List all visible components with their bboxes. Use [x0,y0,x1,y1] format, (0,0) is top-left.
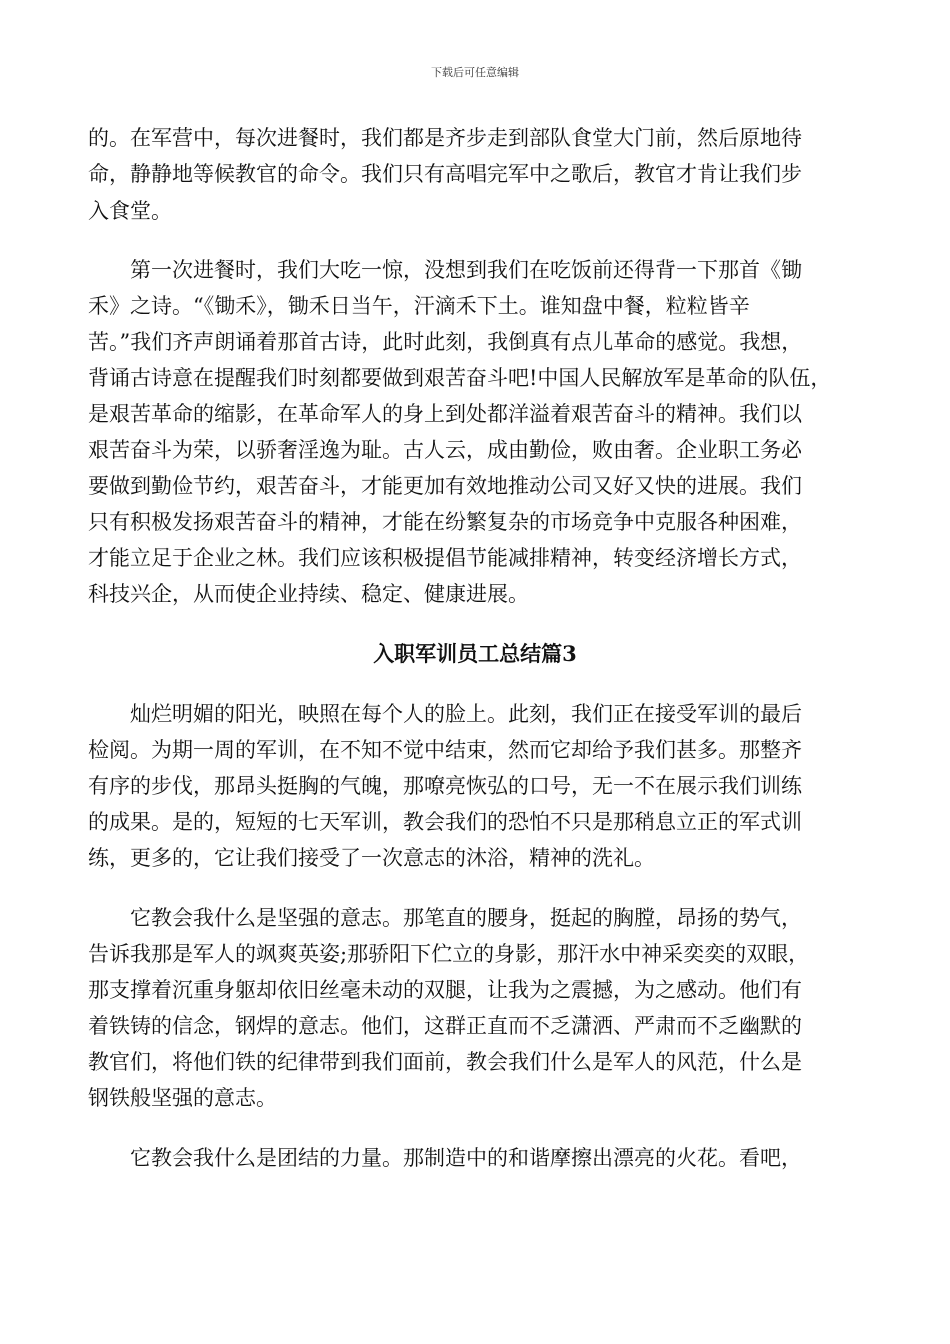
text-line: 那支撑着沉重身躯却依旧丝毫未动的双腿，让我为之震撼，为之感动。他们有 [88,978,802,1002]
text-line: 它教会我什么是坚强的意志。那笔直的腰身，挺起的胸膛，昂扬的势气， [88,906,802,930]
text-line: 它教会我什么是团结的力量。那制造中的和谐摩擦出漂亮的火花。看吧， [88,1146,802,1170]
text-line: 的。在军营中，每次进餐时，我们都是齐步走到部队食堂大门前，然后原地待 [88,126,802,150]
text-line: 钢铁般坚强的意志。 [88,1086,277,1110]
text-line: 第一次进餐时，我们大吃一惊，没想到我们在吃饭前还得背一下那首《锄 [88,258,802,282]
text-line: 要做到勤俭节约，艰苦奋斗，才能更加有效地推动公司又好又快的进展。我们 [88,474,802,498]
page-header: 下载后可任意编辑 [431,66,519,79]
text-line: 检阅。为期一周的军训，在不知不觉中结束，然而它却给予我们甚多。那整齐 [88,738,802,762]
text-line: 科技兴企，从而使企业持续、稳定、健康进展。 [88,582,529,606]
text-line: 艰苦奋斗为荣，以骄奢淫逸为耻。古人云，成由勤俭，败由奢。企业职工务必 [88,438,802,462]
text-line: 的成果。是的，短短的七天军训，教会我们的恐怕不只是那稍息立正的军式训 [88,810,802,834]
text-line: 入食堂。 [88,199,172,223]
text-line: 背诵古诗意在提醒我们时刻都要做到艰苦奋斗吧!中国人民解放军是革命的队伍， [88,366,832,390]
text-line: 着铁铸的信念，钢焊的意志。他们，这群正直而不乏潇洒、严肃而不乏幽默的 [88,1014,802,1038]
text-line: 只有积极发扬艰苦奋斗的精神，才能在纷繁复杂的市场竞争中克服各种困难， [88,510,802,534]
text-line: 苦。”我们齐声朗诵着那首古诗，此时此刻，我倒真有点儿革命的感觉。我想， [88,330,803,354]
text-line: 灿烂明媚的阳光，映照在每个人的脸上。此刻，我们正在接受军训的最后 [88,702,802,726]
text-line: 告诉我那是军人的飒爽英姿;那骄阳下伫立的身影，那汗水中神采奕奕的双眼， [88,942,810,966]
text-line: 才能立足于企业之林。我们应该积极提倡节能减排精神，转变经济增长方式， [88,546,802,570]
text-line: 命，静静地等候教官的命令。我们只有高唱完军中之歌后，教官才肯让我们步 [88,162,802,186]
text-line: 教官们，将他们铁的纪律带到我们面前，教会我们什么是军人的风范，什么是 [88,1050,802,1074]
text-line: 禾》之诗。“《锄禾》，锄禾日当午，汗滴禾下土。谁知盘中餐，粒粒皆辛 [88,294,750,318]
section-heading: 入职军训员工总结篇3 [373,641,577,666]
text-line: 是艰苦革命的缩影，在革命军人的身上到处都洋溢着艰苦奋斗的精神。我们以 [88,402,802,426]
text-line: 有序的步伐，那昂头挺胸的气魄，那嘹亮恢弘的口号，无一不在展示我们训练 [88,774,802,798]
text-line: 练，更多的，它让我们接受了一次意志的沐浴，精神的洗礼。 [88,846,655,870]
